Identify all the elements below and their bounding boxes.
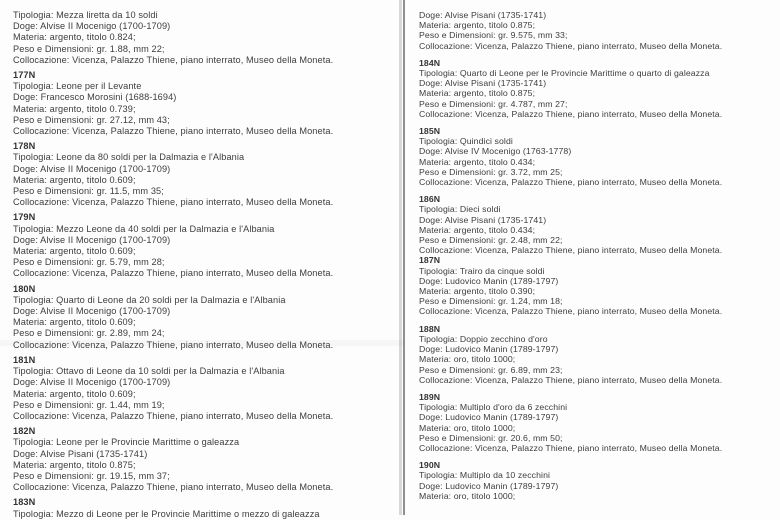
entry-id: 182N: [13, 426, 36, 437]
entry-line: Materia: argento, titolo 0.609;: [13, 388, 136, 399]
entry-line: Materia: argento, titolo 0.434;: [419, 156, 536, 167]
entry-line: Tipologia: Leone per le Provincie Marittime o galeazza: [13, 437, 240, 448]
entry-line: Materia: argento, titolo 0.739;: [13, 103, 136, 114]
catalog-entry: [13, 426, 391, 493]
entry-line: Doge: Ludovico Manin (1789-1797): [419, 480, 559, 491]
catalog-entry: [13, 70, 391, 137]
entry-id: 188N: [419, 323, 441, 334]
entry-line: Doge: Ludovico Manin (1789-1797): [419, 275, 559, 286]
catalog-entry: [419, 126, 771, 187]
entry-line: Doge: Alvise IV Mocenigo (1763-1778): [419, 146, 572, 157]
entry-line: Tipologia: Trairo da cinque soldi: [419, 265, 545, 276]
entry-id: 185N: [419, 126, 441, 137]
entry-line: Materia: argento, titolo 0.390;: [419, 286, 536, 297]
entry-line: Materia: oro, titolo 1000;: [419, 354, 516, 365]
entry-line: Materia: argento, titolo 0.609;: [13, 317, 136, 328]
entry-line: Doge: Alvise II Mocenigo (1700-1709): [13, 306, 171, 317]
entry-id: 179N: [13, 212, 36, 223]
entry-line: Peso e Dimensioni: gr. 2.48, mm 22;: [419, 235, 563, 246]
entry-line: Doge: Alvise II Mocenigo (1700-1709): [13, 163, 171, 174]
entry-line: Doge: Francesco Morosini (1688-1694): [13, 92, 177, 103]
entry-line: Peso e Dimensioni: gr. 4.787, mm 27;: [419, 98, 568, 109]
entry-line: Tipologia: Ottavo di Leone da 10 soldi per la Dalmazia e l'Albania: [13, 366, 285, 377]
entry-line: Tipologia: Quarto di Leone da 20 soldi per la Dalmazia e l'Albania: [13, 294, 286, 305]
entry-line: Collocazione: Vicenza, Palazzo Thiene, piano interrato, Museo della Moneta.: [419, 40, 723, 51]
entry-line: Peso e Dimensioni: gr. 3.72, mm 25;: [419, 166, 563, 177]
catalog-entry: [13, 141, 391, 208]
entry-line: Tipologia: Leone da 80 soldi per la Dalmazia e l'Albania: [13, 152, 245, 163]
entry-line: Doge: Alvise Pisani (1735-1741): [419, 214, 547, 225]
entry-line: Collocazione: Vicenza, Palazzo Thiene, piano interrato, Museo della Moneta.: [13, 482, 334, 493]
entry-line: Peso e Dimensioni: gr. 11.5, mm 35;: [13, 186, 164, 197]
entry-id: 181N: [13, 354, 36, 365]
entry-line: Collocazione: Vicenza, Palazzo Thiene, piano interrato, Museo della Moneta.: [13, 268, 334, 279]
catalog-column-right: [419, 10, 771, 501]
entry-line: Collocazione: Vicenza, Palazzo Thiene, piano interrato, Museo della Moneta.: [419, 245, 723, 256]
entry-line: Materia: oro, titolo 1000;: [419, 490, 516, 501]
entry-line: Materia: argento, titolo 0.609;: [13, 174, 136, 185]
entry-id: 180N: [13, 283, 36, 294]
entry-line: Tipologia: Multiplo d'oro da 6 zecchini: [419, 402, 568, 413]
entry-line: Peso e Dimensioni: gr. 1.24, mm 18;: [419, 296, 563, 307]
catalog-entry: [13, 497, 391, 519]
entry-id: 184N: [419, 57, 441, 68]
entry-line: Doge: Alvise II Mocenigo (1700-1709): [13, 377, 171, 388]
entry-line: Peso e Dimensioni: gr. 6.89, mm 23;: [419, 364, 563, 375]
catalog-entry: [419, 392, 771, 453]
entry-line: Collocazione: Vicenza, Palazzo Thiene, piano interrato, Museo della Moneta.: [13, 339, 334, 350]
entry-line: Collocazione: Vicenza, Palazzo Thiene, piano interrato, Museo della Moneta.: [419, 374, 723, 385]
entry-line: Tipologia: Mezzo di Leone per le Provincie Marittime o mezzo di galeazza: [13, 508, 320, 519]
entry-line: Peso e Dimensioni: gr. 5.79, mm 28;: [13, 257, 165, 268]
entry-line: Collocazione: Vicenza, Palazzo Thiene, piano interrato, Museo della Moneta.: [13, 410, 334, 421]
entry-line: Tipologia: Quarto di Leone per le Provincie Marittime o quarto di galeazza: [419, 68, 710, 79]
entry-line: Materia: argento, titolo 0.609;: [13, 246, 136, 257]
entry-id: 189N: [419, 391, 441, 402]
catalog-entry: [419, 460, 771, 501]
entry-line: Doge: Ludovico Manin (1789-1797): [419, 344, 559, 355]
entry-line: Materia: argento, titolo 0.875;: [13, 459, 136, 470]
entry-line: Peso e Dimensioni: gr. 27.12, mm 43;: [13, 114, 170, 125]
entry-line: Tipologia: Doppio zecchino d'oro: [419, 333, 548, 344]
entry-line: Tipologia: Multiplo da 10 zecchini: [419, 470, 551, 481]
entry-line: Tipologia: Quindici soldi: [419, 136, 513, 147]
entry-line: Materia: argento, titolo 0.434;: [419, 224, 536, 235]
catalog-entry: [419, 255, 771, 316]
catalog-entry: [419, 194, 771, 255]
page-divider-shadow: [399, 0, 402, 515]
entry-line: Peso e Dimensioni: gr. 19.15, mm 37;: [13, 470, 170, 481]
catalog-entry: [419, 10, 771, 51]
entry-line: Doge: Alvise II Mocenigo (1700-1709): [13, 234, 171, 245]
entry-line: Collocazione: Vicenza, Palazzo Thiene, piano interrato, Museo della Moneta.: [419, 177, 723, 188]
entry-id: 186N: [419, 194, 441, 205]
entry-line: Doge: Alvise II Mocenigo (1700-1709): [13, 21, 171, 32]
catalog-entry: [419, 324, 771, 385]
entry-line: Doge: Alvise Pisani (1735-1741): [13, 448, 148, 459]
entry-line: Tipologia: Mezza liretta da 10 soldi: [13, 10, 158, 20]
entry-line: Tipologia: Leone per il Levante: [13, 81, 142, 92]
entry-line: Doge: Alvise Pisani (1735-1741): [419, 78, 547, 89]
entry-id: 187N: [419, 255, 441, 266]
entry-line: Peso e Dimensioni: gr. 1.44, mm 19;: [13, 399, 165, 410]
entry-line: Materia: oro, titolo 1000;: [419, 422, 516, 433]
entry-id: 178N: [13, 141, 36, 152]
entry-line: Peso e Dimensioni: gr. 1.88, mm 22;: [13, 43, 165, 54]
entry-line: Tipologia: Dieci soldi: [419, 204, 501, 215]
entry-line: Tipologia: Mezzo Leone da 40 soldi per la Dalmazia e l'Albania: [13, 223, 275, 234]
entry-line: Peso e Dimensioni: gr. 9.575, mm 33;: [419, 30, 568, 41]
entry-line: Materia: argento, titolo 0.875;: [419, 20, 536, 31]
entry-id: 177N: [13, 70, 36, 81]
entry-line: Collocazione: Vicenza, Palazzo Thiene, piano interrato, Museo della Moneta.: [13, 197, 334, 208]
scan-artifact: [0, 340, 403, 346]
entry-line: Materia: argento, titolo 0.875;: [419, 88, 536, 99]
page-divider-line: [403, 0, 405, 515]
entry-line: Collocazione: Vicenza, Palazzo Thiene, piano interrato, Museo della Moneta.: [13, 126, 334, 137]
entry-line: Peso e Dimensioni: gr. 2.89, mm 24;: [13, 328, 165, 339]
catalog-column-left: [13, 10, 391, 520]
entry-id: 190N: [419, 460, 441, 471]
entry-line: Collocazione: Vicenza, Palazzo Thiene, piano interrato, Museo della Moneta.: [13, 54, 334, 65]
entry-line: Collocazione: Vicenza, Palazzo Thiene, piano interrato, Museo della Moneta.: [419, 306, 723, 317]
entry-line: Doge: Ludovico Manin (1789-1797): [419, 412, 559, 423]
catalog-entry: [13, 212, 391, 279]
entry-line: Collocazione: Vicenza, Palazzo Thiene, piano interrato, Museo della Moneta.: [419, 442, 723, 453]
entry-id: 183N: [13, 497, 36, 508]
catalog-entry: [13, 355, 391, 422]
catalog-entry: [13, 10, 391, 66]
catalog-entry: [419, 58, 771, 119]
entry-line: Materia: argento, titolo 0.824;: [13, 32, 136, 43]
entry-line: Doge: Alvise Pisani (1735-1741): [419, 10, 547, 20]
entry-line: Collocazione: Vicenza, Palazzo Thiene, piano interrato, Museo della Moneta.: [419, 108, 723, 119]
entry-line: Peso e Dimensioni: gr. 20.6, mm 50;: [419, 432, 563, 443]
